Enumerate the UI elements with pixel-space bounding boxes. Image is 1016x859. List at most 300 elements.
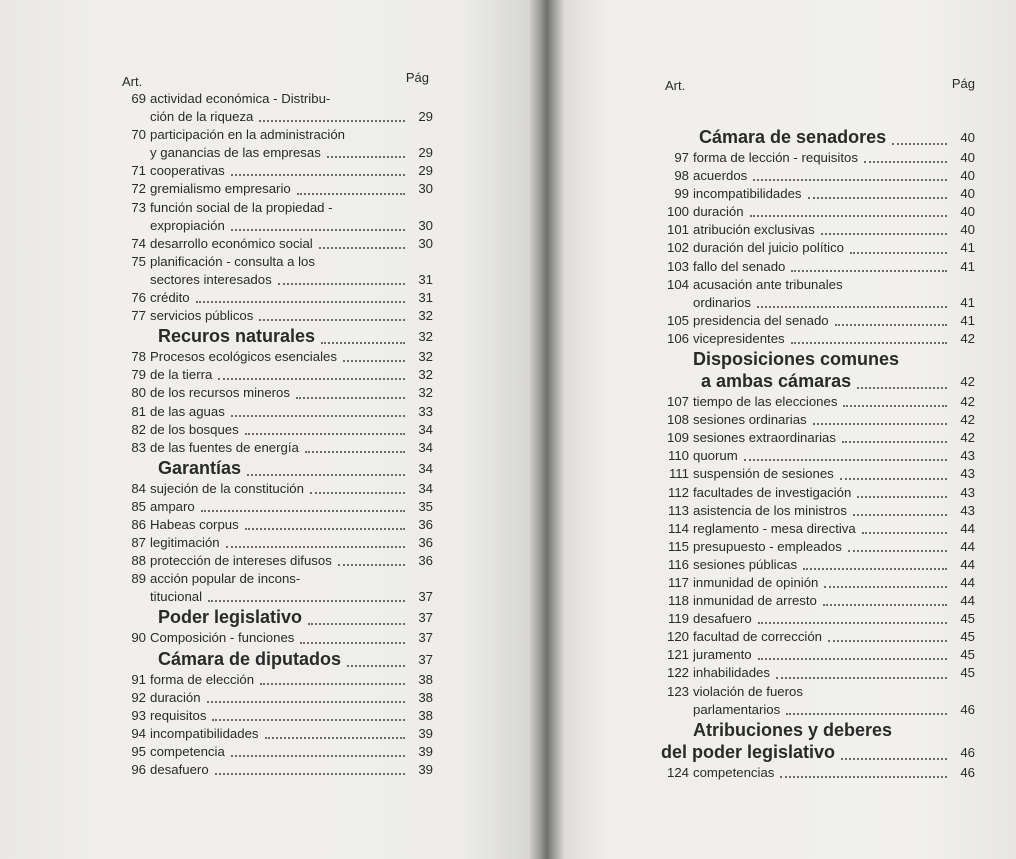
toc-entry (659, 764, 975, 782)
dot-leader (828, 640, 947, 642)
dot-leader (758, 622, 947, 624)
page-number: 34 (418, 439, 433, 455)
dot-leader (321, 342, 405, 344)
entry-title: desafuero (150, 762, 209, 777)
toc-entry (118, 480, 433, 498)
toc-entry (118, 90, 433, 108)
page-number: 37 (418, 589, 433, 605)
toc-entry (659, 185, 975, 203)
article-number: 81 (131, 403, 146, 419)
article-number: 124 (666, 764, 689, 780)
dot-leader (841, 758, 947, 760)
toc-rows (118, 90, 433, 779)
toc-entry (118, 671, 433, 689)
dot-leader (753, 179, 947, 181)
article-number: 92 (131, 689, 146, 705)
entry-title: duración del juicio político (693, 240, 845, 256)
article-number: 91 (131, 671, 146, 687)
entry-title: crédito (150, 290, 190, 306)
article-number: 108 (666, 412, 689, 428)
page-number: 46 (960, 744, 975, 760)
article-number: 73 (131, 199, 146, 215)
page-number: 35 (418, 498, 433, 514)
dot-leader (853, 514, 947, 516)
toc-entry (118, 516, 433, 534)
entry-title: sesiones públicas (693, 556, 798, 572)
page-number: 31 (418, 271, 433, 287)
entry-title: inmunidad de arresto (693, 593, 817, 609)
dot-leader (776, 677, 947, 679)
page-number: 29 (418, 145, 433, 161)
page-number: 44 (960, 574, 975, 590)
toc-entry (659, 393, 975, 411)
dot-leader (208, 600, 405, 602)
entry-title: legitimación (150, 535, 220, 551)
toc-entry (118, 366, 433, 384)
entry-title: presupuesto - empleados (693, 538, 842, 554)
section-heading (659, 741, 975, 764)
page-number: 43 (960, 466, 975, 482)
dot-leader (310, 492, 405, 494)
dot-leader (300, 642, 405, 644)
dot-leader (862, 532, 947, 534)
entry-title: inmunidad de opinión (693, 574, 819, 590)
page-number: 40 (960, 186, 975, 202)
article-number: 104 (666, 276, 689, 292)
entry-title: gremialismo empresario (150, 181, 291, 197)
entry-title: requisitos (150, 707, 207, 723)
entry-title: juramento (693, 647, 752, 663)
article-number: 103 (666, 258, 689, 274)
toc-entry (659, 502, 975, 520)
entry-title: de las aguas (150, 403, 225, 419)
toc-entry (659, 312, 975, 330)
dot-leader (744, 459, 947, 461)
page-number: 39 (418, 725, 433, 741)
entry-title: actividad económica - Distribu- (150, 91, 331, 106)
entry-title: Procesos ecológicos esenciales (150, 349, 337, 365)
dot-leader (319, 247, 405, 249)
entry-title: asistencia de los ministros (693, 502, 847, 518)
page-number: 42 (960, 374, 975, 390)
page-number: 44 (960, 520, 975, 536)
article-number: 78 (131, 349, 146, 365)
toc-entry (659, 574, 975, 592)
article-number: 118 (667, 593, 689, 609)
dot-leader (201, 510, 405, 512)
article-number: 90 (131, 630, 146, 646)
dot-leader (327, 156, 405, 158)
entry-title: desarrollo económico social (150, 235, 313, 251)
page-number: 32 (418, 349, 433, 365)
section-heading (659, 126, 975, 149)
dot-leader (226, 546, 405, 548)
article-number: 70 (131, 127, 146, 143)
dot-leader (215, 773, 405, 775)
article-number: 75 (131, 253, 146, 269)
toc-entry (659, 447, 975, 465)
entry-title: duración (693, 204, 744, 220)
dot-leader (857, 387, 947, 389)
section-title: Cámara de diputados (158, 648, 342, 669)
dot-leader (813, 423, 947, 425)
article-number: 97 (674, 150, 689, 165)
page-number: 40 (960, 150, 975, 165)
page-number: 29 (418, 163, 433, 179)
entry-title: inhabilidades (693, 665, 770, 681)
article-number: 69 (131, 91, 146, 106)
entry-title: de la tierra (150, 367, 213, 383)
dot-leader (259, 120, 405, 122)
toc-entry (118, 235, 433, 253)
entry-title: de los recursos mineros (150, 385, 290, 401)
entry-title: sectores interesados (150, 271, 272, 287)
dot-leader (857, 496, 947, 498)
dot-leader (835, 324, 947, 326)
toc-entry (659, 258, 975, 276)
article-number: 120 (666, 629, 689, 645)
article-number: 88 (131, 553, 146, 569)
article-number: 114 (667, 520, 689, 536)
article-number: 110 (667, 448, 689, 464)
section-title: Cámara de senadores (699, 127, 887, 147)
article-number: 71 (131, 163, 146, 179)
entry-title: incompatibilidades (693, 186, 802, 202)
toc-entry-continuation (118, 588, 433, 606)
article-number: 93 (131, 707, 146, 723)
entry-title: tiempo de las elecciones (693, 394, 838, 410)
article-number: 72 (131, 181, 146, 197)
section-title: Atribuciones y deberes (693, 719, 893, 740)
page-number: 32 (418, 385, 433, 401)
entry-title: de los bosques (150, 421, 239, 437)
page-number: 32 (418, 308, 433, 324)
toc-entry (659, 664, 975, 682)
entry-title: forma de elección (150, 671, 255, 687)
page-number: 31 (418, 290, 433, 306)
page-column-label: Pág (405, 70, 429, 85)
section-heading (118, 325, 433, 348)
dot-leader (791, 342, 947, 344)
article-number: 121 (666, 647, 689, 663)
page-number: 46 (960, 764, 975, 780)
page-number: 43 (960, 502, 975, 518)
entry-title: planificación - consulta a los (150, 253, 315, 269)
article-number: 80 (131, 385, 146, 401)
toc-entry (659, 167, 975, 185)
left-toc (118, 70, 433, 779)
page-number: 43 (960, 448, 975, 464)
toc-entry (118, 689, 433, 707)
dot-leader (840, 478, 947, 480)
article-number: 98 (674, 168, 689, 184)
entry-title: parlamentarios (693, 701, 781, 717)
entry-title: forma de lección - requisitos (693, 150, 858, 165)
toc-entry (659, 484, 975, 502)
toc-entry (118, 199, 433, 217)
toc-entry (118, 421, 433, 439)
article-number: 85 (131, 498, 146, 514)
article-number: 112 (667, 484, 689, 500)
page-number: 45 (960, 611, 975, 627)
dot-leader (892, 143, 947, 145)
entry-title: de las fuentes de energía (150, 439, 299, 455)
dot-leader (260, 683, 405, 685)
dot-leader (780, 776, 947, 778)
article-number: 95 (131, 743, 146, 759)
entry-title: violación de fueros (693, 683, 803, 699)
toc-entry (659, 411, 975, 429)
entry-title: acusación ante tribunales (693, 276, 843, 292)
article-number: 113 (667, 502, 689, 518)
page-number: 37 (418, 610, 433, 626)
dot-leader (278, 283, 405, 285)
dot-leader (196, 301, 405, 303)
toc-entry (659, 556, 975, 574)
entry-title: titucional (150, 589, 203, 605)
page-number: 42 (960, 394, 975, 410)
page-number: 43 (960, 484, 975, 500)
page-number: 36 (418, 553, 433, 569)
page-number: 46 (960, 701, 975, 717)
article-number: 123 (666, 683, 689, 699)
page-number: 34 (418, 460, 433, 476)
toc-entry (118, 725, 433, 743)
toc-entry (659, 538, 975, 556)
toc-entry (659, 429, 975, 447)
entry-title: vicepresidentes (693, 330, 785, 346)
page-number: 36 (418, 535, 433, 551)
article-number: 100 (666, 204, 689, 220)
toc-entry-continuation (659, 294, 975, 312)
article-number: 106 (666, 330, 689, 346)
toc-entry (118, 629, 433, 647)
toc-entry (659, 520, 975, 538)
dot-leader (231, 229, 405, 231)
entry-title: sujeción de la constitución (150, 480, 304, 496)
toc-entry (118, 384, 433, 402)
toc-entry (659, 610, 975, 628)
toc-entry (659, 646, 975, 664)
dot-leader (265, 737, 406, 739)
page-number: 40 (960, 130, 975, 145)
article-number: 86 (131, 516, 146, 532)
page-number: 38 (418, 671, 433, 687)
entry-title: participación en la administración (150, 127, 345, 143)
entry-title: suspensión de sesiones (693, 466, 834, 482)
article-number: 116 (667, 556, 689, 572)
entry-title: desafuero (693, 611, 752, 627)
section-title: Poder legislativo (158, 607, 303, 628)
section-heading-line (659, 348, 975, 370)
page-number: 44 (960, 538, 975, 554)
book-gutter (530, 0, 564, 859)
dot-leader (843, 405, 947, 407)
toc-header (659, 76, 975, 96)
entry-title: ordinarios (693, 294, 751, 310)
toc-entry (659, 592, 975, 610)
page-number: 37 (418, 651, 433, 667)
article-number: 105 (666, 312, 689, 328)
section-title: Garantías (158, 457, 242, 478)
dot-leader (231, 755, 405, 757)
section-heading (118, 648, 433, 671)
dot-leader (786, 713, 947, 715)
article-number: 117 (667, 574, 689, 590)
article-number: 83 (131, 439, 146, 455)
dot-leader (296, 397, 405, 399)
toc-entry (118, 162, 433, 180)
toc-entry (118, 126, 433, 144)
toc-entry (659, 683, 975, 701)
section-title: del poder legislativo (661, 741, 836, 762)
article-number: 84 (131, 480, 146, 496)
page-number: 40 (960, 222, 975, 238)
entry-title: sesiones ordinarias (693, 412, 807, 428)
entry-title: fallo del senado (693, 258, 786, 274)
toc-entry (118, 439, 433, 457)
page-number: 44 (960, 593, 975, 609)
dot-leader (823, 604, 947, 606)
toc-entry-continuation (118, 271, 433, 289)
page-number: 34 (418, 480, 433, 496)
page-number: 30 (418, 235, 433, 251)
article-number: 102 (666, 240, 689, 256)
dot-leader (245, 528, 405, 530)
dot-leader (245, 433, 405, 435)
article-number: 76 (131, 290, 146, 306)
page-number: 38 (418, 689, 433, 705)
article-number: 94 (131, 725, 146, 741)
right-toc (659, 76, 975, 782)
dot-leader (850, 252, 947, 254)
entry-title: acuerdos (693, 168, 748, 184)
dot-leader (207, 701, 405, 703)
page-number: 41 (960, 312, 975, 328)
page-number: 41 (960, 240, 975, 256)
toc-entry (118, 348, 433, 366)
page-number: 45 (960, 629, 975, 645)
art-column-label: Art. (122, 74, 143, 89)
article-number: 82 (131, 421, 146, 437)
page-number: 45 (960, 647, 975, 663)
toc-entry (118, 289, 433, 307)
dot-leader (791, 270, 947, 272)
article-number: 99 (674, 186, 689, 202)
dot-leader (842, 441, 947, 443)
article-number: 77 (131, 308, 146, 324)
dot-leader (821, 233, 947, 235)
entry-title: competencias (693, 764, 775, 780)
article-number: 87 (131, 535, 146, 551)
section-title: Recuros naturales (158, 326, 316, 347)
dot-leader (347, 665, 405, 667)
page-number: 32 (418, 367, 433, 383)
dot-leader (848, 550, 947, 552)
entry-title: y ganancias de las empresas (150, 145, 321, 161)
article-number: 89 (131, 571, 146, 587)
toc-entry-continuation (659, 701, 975, 719)
dot-leader (218, 378, 405, 380)
toc-entry (118, 180, 433, 198)
article-number: 122 (666, 665, 689, 681)
dot-leader (247, 474, 405, 476)
toc-entry (118, 761, 433, 779)
section-heading-line (659, 719, 975, 741)
entry-title: servicios públicos (150, 308, 254, 324)
entry-title: presidencia del senado (693, 312, 829, 328)
dot-leader (343, 360, 405, 362)
article-number: 107 (666, 394, 689, 410)
page-number: 29 (418, 109, 433, 125)
entry-title: protección de intereses difusos (150, 553, 332, 569)
entry-title: Habeas corpus (150, 516, 239, 532)
entry-title: facultad de corrección (693, 629, 823, 645)
toc-entry (659, 221, 975, 239)
article-number: 109 (666, 430, 689, 446)
toc-header (118, 70, 433, 90)
art-column-label: Art. (665, 78, 686, 93)
entry-title: duración (150, 689, 201, 705)
entry-title: competencia (150, 743, 225, 759)
page-number: 33 (418, 403, 433, 419)
toc-entry (659, 149, 975, 167)
toc-entry (118, 534, 433, 552)
entry-title: función social de la propiedad - (150, 199, 333, 215)
page-number: 39 (418, 762, 433, 777)
dot-leader (750, 215, 947, 217)
dot-leader (297, 193, 405, 195)
toc-entry (659, 330, 975, 348)
entry-title: atribución exclusivas (693, 222, 815, 238)
toc-entry (659, 628, 975, 646)
dot-leader (308, 623, 405, 625)
page-number: 42 (960, 412, 975, 428)
page-number: 34 (418, 421, 433, 437)
page-number: 39 (418, 743, 433, 759)
dot-leader (338, 564, 405, 566)
toc-rows (659, 126, 975, 782)
toc-entry-continuation (118, 108, 433, 126)
page-number: 42 (960, 430, 975, 446)
entry-title: acción popular de incons- (150, 571, 301, 587)
dot-leader (212, 719, 405, 721)
toc-entry (118, 707, 433, 725)
toc-entry (659, 276, 975, 294)
dot-leader (864, 161, 947, 163)
toc-entry (659, 203, 975, 221)
entry-title: sesiones extraordinarias (693, 430, 836, 446)
toc-entry (118, 552, 433, 570)
entry-title: reglamento - mesa directiva (693, 520, 856, 536)
page-number: 42 (960, 330, 975, 346)
entry-title: quorum (693, 448, 738, 464)
dot-leader (231, 415, 405, 417)
entry-title: facultades de investigación (693, 484, 852, 500)
page-number: 32 (418, 329, 433, 345)
section-heading (118, 457, 433, 480)
toc-entry (659, 465, 975, 483)
toc-entry-continuation (118, 144, 433, 162)
dot-leader (259, 319, 405, 321)
article-number: 111 (668, 466, 689, 482)
article-number: 115 (667, 538, 689, 554)
article-number: 101 (666, 222, 689, 238)
toc-entry-continuation (118, 217, 433, 235)
article-number: 119 (667, 611, 689, 627)
page-number: 30 (418, 181, 433, 197)
dot-leader (824, 586, 947, 588)
